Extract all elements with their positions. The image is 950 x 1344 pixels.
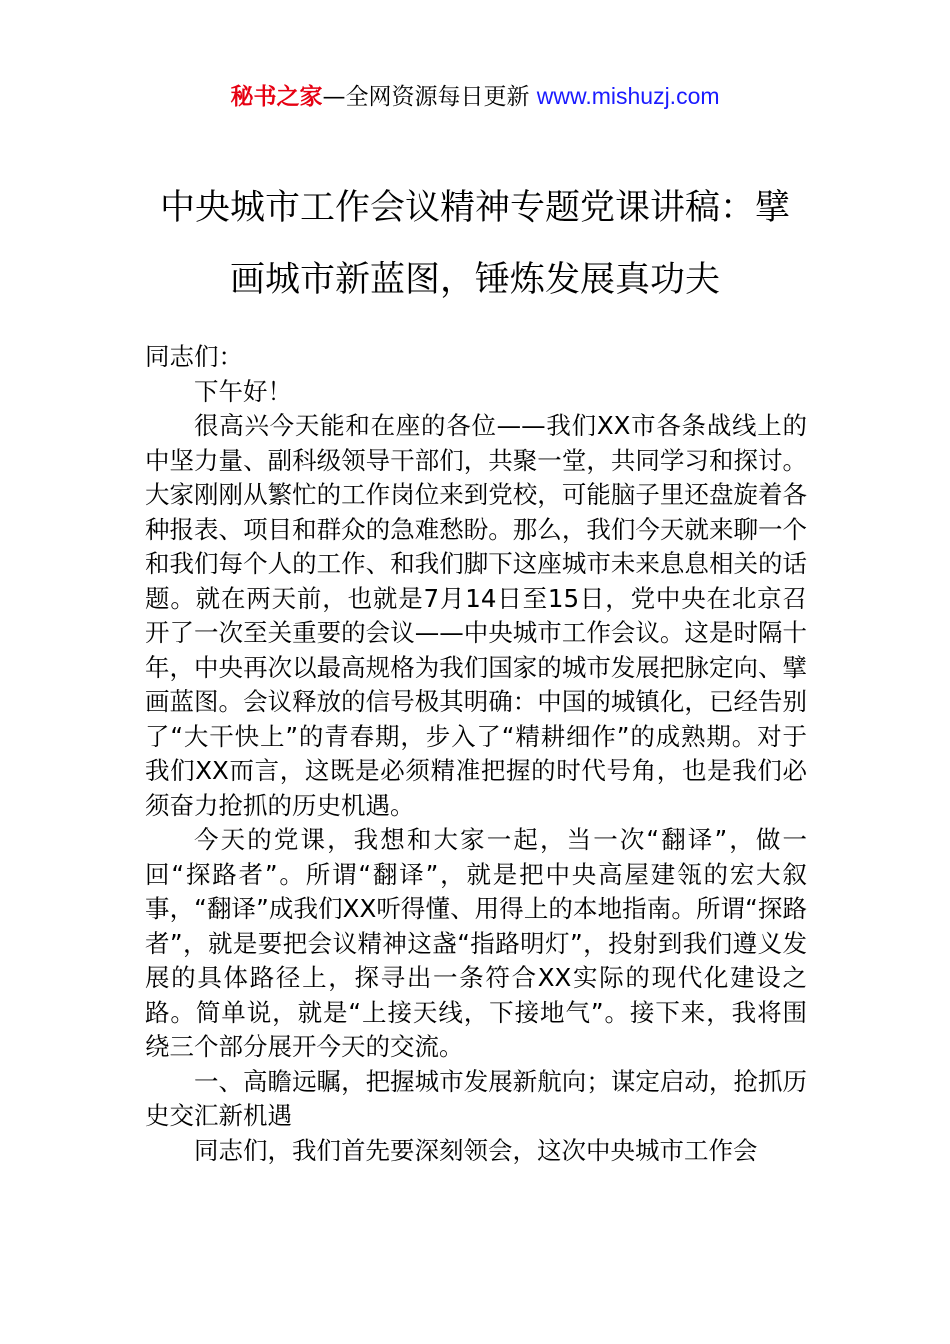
paragraph-intro: 很高兴今天能和在座的各位——我们XX市各条战线上的中坚力量、副科级领导干部们，共聚一堂，共同学习和探讨。大家刚刚从繁忙的工作岗位来到党校，可能脑子里还盘旋着各种报表、项目和群众的急难愁盼。那么，我们今天就来聊一个和我们每个人的工作、和我们脚下这座城市未来息息相关的话题。就在两天前，也就是7月14日至15日，党中央在北京召开了一次至关重要的会议——中央城市工作会议。这是时隔十年，中央再次以最高规格为我们国家的城市发展把脉定向、擘画蓝图。会议释放的信号极其明确：中国的城镇化，已经告别了“大干快上”的青春期，步入了“精耕细作”的成熟期。对于我们XX而言，这既是必须精准把握的时代号角，也是我们必须奋力抢抓的历史机遇。 (145, 411, 807, 820)
site-url-link[interactable]: www.mishuzj.com (536, 83, 720, 109)
paragraph-section-1-start: 同志们，我们首先要深刻领会，这次中央城市工作会 (194, 1135, 758, 1165)
salutation: 同志们： (145, 342, 243, 371)
paragraph-purpose: 今天的党课，我想和大家一起，当一次“翻译”，做一回“探路者”。所谓“翻译”，就是把中央高屋建瓴的宏大叙事，“翻译”成我们XX听得懂、用得上的本地指南。所谓“探路者”，就是要把会议精神这盏“指路明灯”，投射到我们遵义发展的具体路径上，探寻出一条符合XX实际的现代化建设之路。简单说，就是“上接天线，下接地气”。接下来，我将围绕三个部分展开今天的交流。 (145, 825, 807, 1061)
document-title (140, 172, 810, 316)
document-body (145, 340, 807, 1168)
brand-name: 秘书之家 (230, 84, 323, 110)
title-line-2: 画城市新蓝图，锤炼发展真功夫 (229, 260, 720, 300)
site-header (0, 80, 950, 113)
title-line-1: 中央城市工作会议精神专题党课讲稿：擘 (159, 188, 790, 228)
section-heading-1: 一、高瞻远瞩，把握城市发展新航向；谋定启动，抢抓历史交汇新机遇 (145, 1066, 807, 1130)
header-tagline: —全网资源每日更新 (322, 84, 537, 110)
greeting: 下午好！ (194, 376, 292, 406)
